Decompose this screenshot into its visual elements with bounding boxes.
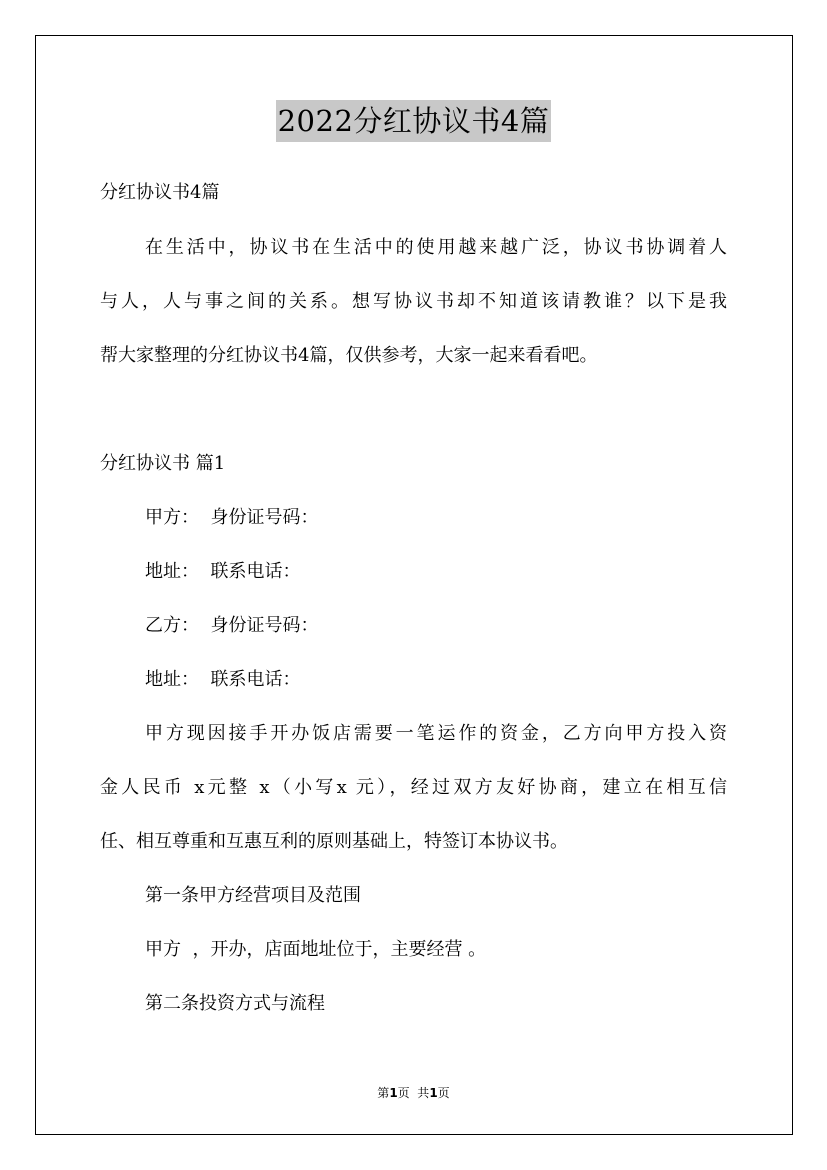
section-heading: 分红协议书 篇1	[100, 453, 226, 474]
title-container	[0, 100, 827, 142]
paragraph-line: 任、相互尊重和互惠互利的原则基础上，特签订本协议书。	[100, 831, 568, 852]
address-line: 地址： 联系电话：	[145, 561, 301, 582]
paragraph-line: 帮大家整理的分红协议书4篇，仅供参考，大家一起来看看吧。	[100, 345, 598, 366]
footer-page-suffix: 页	[437, 1086, 450, 1100]
footer-total-pages: 1	[429, 1086, 438, 1100]
document-title: 2022分红协议书4篇	[276, 100, 552, 142]
paragraph-line: 金人民币 x元整 x（小写x 元），经过双方友好协商，建立在相互信	[100, 777, 727, 798]
paragraph-line: 甲方现因接手开办饭店需要一笔运作的资金，乙方向甲方投入资	[145, 723, 727, 744]
subtitle-line: 分红协议书4篇	[100, 182, 220, 203]
party-b-line: 乙方： 身份证号码：	[145, 615, 319, 636]
paragraph-line: 甲方 ，开办，店面地址位于，主要经营 。	[145, 939, 487, 960]
party-a-line: 甲方： 身份证号码：	[145, 507, 319, 528]
address-line: 地址： 联系电话：	[145, 669, 301, 690]
footer-page-mid: 页 共	[397, 1086, 430, 1100]
article-heading: 第二条投资方式与流程	[145, 993, 325, 1014]
paragraph-line: 与人，人与事之间的关系。想写协议书却不知道该请教谁？以下是我	[100, 291, 727, 312]
footer-page-prefix: 第	[377, 1086, 390, 1100]
article-heading: 第一条甲方经营项目及范围	[145, 885, 361, 906]
footer-page-number: 1	[389, 1086, 398, 1100]
page-footer	[0, 1085, 827, 1101]
paragraph-line: 在生活中，协议书在生活中的使用越来越广泛，协议书协调着人	[145, 237, 727, 258]
